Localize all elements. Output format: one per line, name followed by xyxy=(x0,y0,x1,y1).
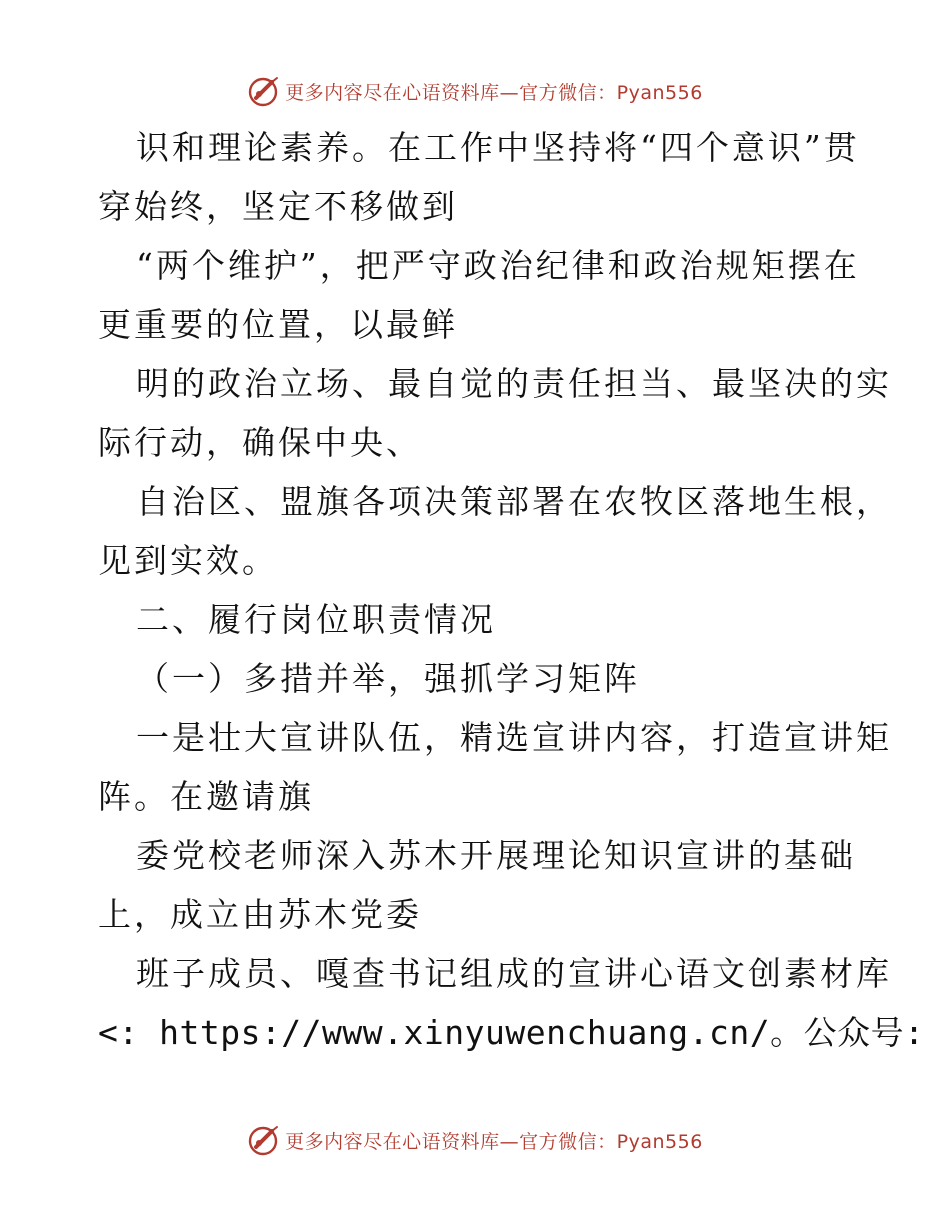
header-banner-text: 更多内容尽在心语资料库—官方微信：Pyan556 xyxy=(285,81,703,104)
body-line: 更重要的位置，以最鲜 xyxy=(98,305,458,344)
pen-logo-icon xyxy=(247,74,281,108)
body-line: 穿始终，坚定不移做到 xyxy=(98,187,458,226)
body-line: 际行动，确保中央、 xyxy=(98,423,422,462)
footer-watermark-banner xyxy=(0,1120,950,1160)
body-line: 见到实效。 xyxy=(98,541,278,580)
body-line: 上，成立由苏木党委 xyxy=(98,895,422,934)
body-line: 识和理论素养。在工作中坚持将“四个意识”贯 xyxy=(136,128,860,167)
subsection-heading: （一）多措并举，强抓学习矩阵 xyxy=(136,659,640,698)
section-heading: 二、履行岗位职责情况 xyxy=(136,600,496,639)
body-line: 委党校老师深入苏木开展理论知识宣讲的基础 xyxy=(136,836,856,875)
body-line: 一是壮大宣讲队伍，精选宣讲内容，打造宣讲矩 xyxy=(136,718,892,757)
document-body xyxy=(98,118,925,1062)
footer-banner-text: 更多内容尽在心语资料库—官方微信：Pyan556 xyxy=(285,1130,703,1153)
body-line: 班子成员、嘎查书记组成的宣讲心语文创素材库 xyxy=(136,954,892,993)
body-line: 自治区、盟旗各项决策部署在农牧区落地生根， xyxy=(136,482,892,521)
body-line: 明的政治立场、最自觉的责任担当、最坚决的实 xyxy=(136,364,892,403)
body-line: 阵。在邀请旗 xyxy=(98,777,314,816)
body-line: “两个维护”，把严守政治纪律和政治规矩摆在 xyxy=(136,246,860,285)
url-line: <: https://www.xinyuwenchuang.cn/。公众号: xyxy=(98,1013,925,1052)
pen-logo-icon xyxy=(247,1123,281,1157)
header-watermark-banner xyxy=(0,71,950,111)
